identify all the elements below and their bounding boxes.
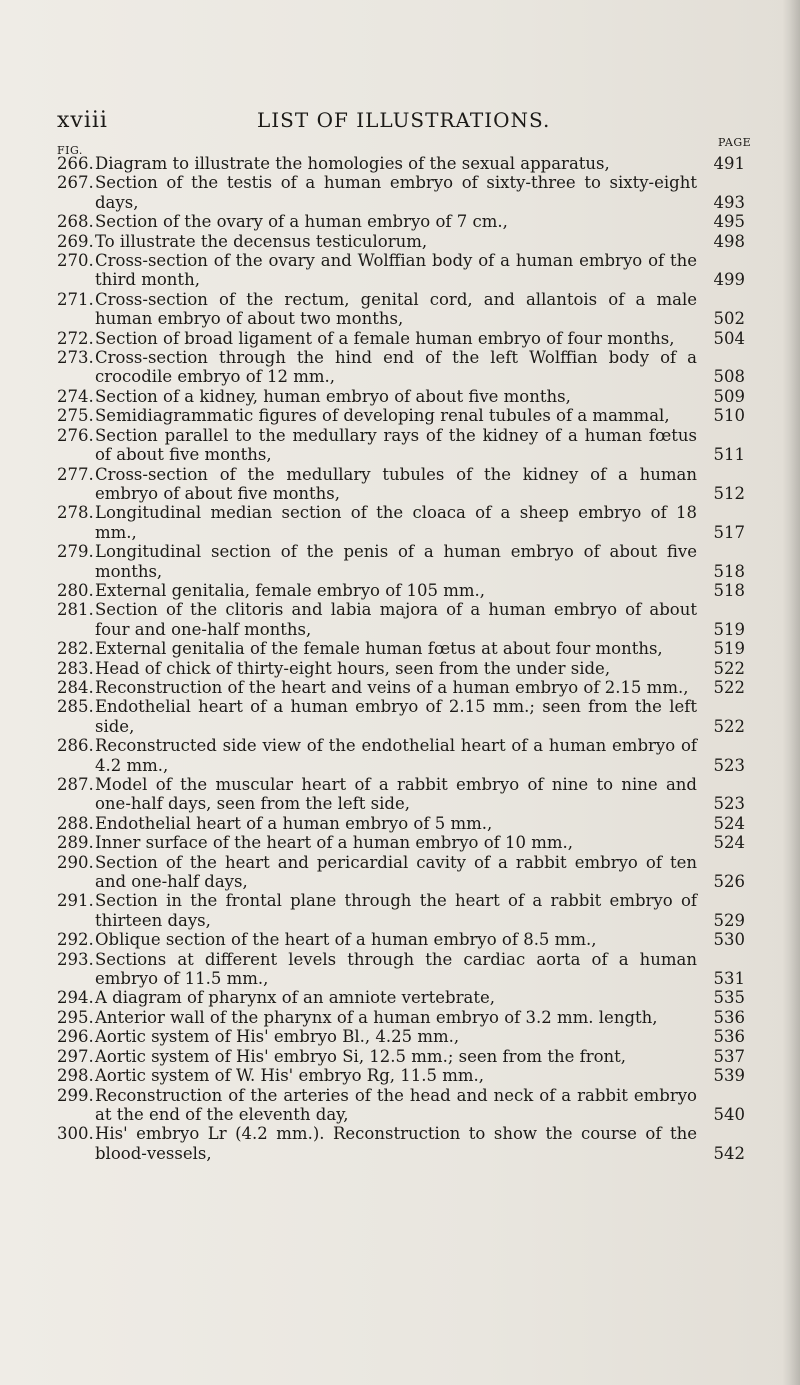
page-edge-shadow [782,0,800,1385]
list-item [57,833,745,852]
figure-number: 269. [57,231,94,251]
list-item [57,329,745,348]
list-item [57,1027,745,1046]
list-item [57,1086,745,1125]
figure-number: 290. [57,852,94,872]
figure-caption: Longitudinal section of the penis of a human embryo of about five months, [95,542,697,581]
figure-number: 279. [57,542,94,562]
page-reference: 519 [713,639,745,659]
list-item [57,678,745,697]
page-reference: 493 [713,192,745,212]
figure-number: 272. [57,328,94,348]
figure-number: 281. [57,600,94,620]
figure-number: 278. [57,503,94,523]
list-item [57,600,745,639]
figure-number: 275. [57,406,94,426]
figure-number: 282. [57,639,94,659]
page-reference: 502 [713,309,745,329]
illustration-list [57,154,745,1163]
page-column-label: PAGE [718,136,752,149]
figure-caption: Inner surface of the heart of a human embryo of 10 mm., [95,833,574,853]
figure-caption: Cross-section of the rectum, genital cord, and allantois of a male human embryo of about two months, [95,289,697,329]
list-item [57,406,745,425]
figure-caption: Section of the testis of a human embryo of sixty-three to sixty-eight days, [95,173,697,212]
list-item [57,639,745,658]
page-header [57,108,717,138]
list-item [57,1066,745,1085]
page-reference: 535 [713,988,745,1008]
figure-number: 293. [57,949,94,969]
figure-caption: Aortic system of His' embryo Bl., 4.25 mm., [95,1027,460,1047]
list-item [57,542,745,581]
figure-caption: Model of the muscular heart of a rabbit embryo of nine to nine and one-half days, seen from the left side, [95,775,697,814]
page-reference: 504 [713,328,745,348]
page-reference: 530 [713,930,745,950]
figure-caption: Section of broad ligament of a female human embryo of four months, [95,328,675,348]
page-reference: 537 [713,1046,745,1066]
list-item [57,930,745,949]
figure-caption: Section of the ovary of a human embryo of 7 cm., [95,212,508,232]
list-item [57,212,745,231]
list-item [57,1124,745,1163]
page-reference: 508 [713,367,745,387]
figure-number: 297. [57,1046,94,1066]
figure-caption: Oblique section of the heart of a human embryo of 8.5 mm., [95,930,597,950]
page-reference: 522 [713,677,745,697]
list-item [57,891,745,930]
list-item [57,814,745,833]
figure-caption: Reconstruction of the arteries of the head and neck of a rabbit embryo at the end of the eleventh day, [95,1085,697,1124]
figure-caption: Section of a kidney, human embryo of about five months, [95,386,571,406]
figure-number: 298. [57,1066,94,1086]
page-reference: 524 [713,833,745,853]
figure-number: 270. [57,251,94,271]
figure-caption: Section in the frontal plane through the heart of a rabbit embryo of thirteen days, [95,891,697,930]
figure-caption: A diagram of pharynx of an amniote vertebrate, [95,988,495,1008]
figure-number: 289. [57,833,94,853]
list-item [57,426,745,465]
page-reference: 522 [713,658,745,678]
figure-number: 295. [57,1007,94,1027]
list-item [57,154,745,173]
list-item [57,1008,745,1027]
page-reference: 524 [713,813,745,833]
page-reference: 522 [713,716,745,736]
figure-caption: Section of the clitoris and labia majora of a human embryo of about four and one-half months, [95,600,697,639]
list-item [57,988,745,1007]
figure-number: 285. [57,697,94,717]
figure-number: 286. [57,736,94,756]
figure-caption: Section parallel to the medullary rays of the kidney of a human fœtus of about five months, [95,425,697,465]
page-reference: 529 [713,910,745,930]
page-number: xviii [57,108,108,133]
figure-number: 266. [57,154,94,173]
list-item [57,173,745,212]
list-item [57,290,745,329]
figure-number: 284. [57,677,94,697]
figure-caption: Section of the heart and pericardial cavity of a rabbit embryo of ten and one-half days, [95,852,697,892]
figure-number: 276. [57,425,94,445]
figure-caption: Reconstructed side view of the endothelial heart of a human embryo of 4.2 mm., [95,736,697,775]
page-reference: 523 [713,794,745,814]
figure-number: 268. [57,212,94,232]
figure-number: 296. [57,1027,94,1047]
list-item [57,465,745,504]
page-reference: 540 [713,1104,745,1124]
figure-number: 273. [57,348,94,368]
figure-caption: Endothelial heart of a human embryo of 2.15 mm.; seen from the left side, [95,697,697,736]
figure-caption: Aortic system of His' embryo Si, 12.5 mm.; seen from the front, [95,1046,627,1066]
page-reference: 519 [713,619,745,639]
figure-number: 274. [57,386,94,406]
figure-number: 288. [57,813,94,833]
list-item [57,736,745,775]
page-reference: 499 [713,270,745,290]
figure-caption: Aortic system of W. His' embryo Rg, 11.5 mm., [95,1066,485,1086]
figure-number: 280. [57,580,94,600]
figure-caption: Semidiagrammatic figures of developing renal tubules of a mammal, [95,406,670,426]
page-reference: 498 [713,231,745,251]
list-item [57,348,745,387]
list-item [57,775,745,814]
page-reference: 536 [713,1027,745,1047]
page-reference: 518 [713,561,745,581]
list-item [57,950,745,989]
figure-number: 299. [57,1085,94,1105]
page-reference: 523 [713,755,745,775]
page-reference: 511 [713,445,745,465]
figure-caption: To illustrate the decensus testiculorum, [95,231,428,251]
list-item [57,853,745,892]
figure-caption: Diagram to illustrate the homologies of the sexual apparatus, [95,154,610,173]
figure-number: 300. [57,1124,94,1144]
list-item [57,503,745,542]
figure-caption: Longitudinal median section of the cloaca of a sheep embryo of 18 mm., [95,503,697,542]
figure-number: 267. [57,173,94,193]
page-reference: 542 [713,1143,745,1163]
figure-caption: Endothelial heart of a human embryo of 5 mm., [95,813,493,833]
page-reference: 536 [713,1007,745,1027]
figure-caption: Cross-section of the medullary tubules of the kidney of a human embryo of about five months, [95,464,697,503]
fig-column-label: FIG. [57,144,83,157]
figure-number: 271. [57,289,94,309]
figure-number: 277. [57,464,94,484]
list-item [57,251,745,290]
figure-number: 287. [57,775,94,794]
figure-caption: Cross-section of the ovary and Wolffian body of a human embryo of the third month, [95,251,697,290]
list-item [57,232,745,251]
figure-caption: His' embryo Lr (4.2 mm.). Reconstruction to show the course of the blood-vessels, [95,1124,697,1163]
figure-number: 283. [57,658,94,678]
list-item [57,387,745,406]
page-reference: 539 [713,1066,745,1086]
figure-number: 294. [57,988,94,1008]
page-reference: 531 [713,969,745,989]
page-reference: 517 [713,522,745,542]
page-reference: 491 [713,154,745,173]
figure-caption: Head of chick of thirty-eight hours, seen from the under side, [95,658,611,678]
figure-caption: Cross-section through the hind end of the left Wolffian body of a crocodile embryo of 12 mm., [95,348,697,387]
list-item [57,581,745,600]
figure-caption: Anterior wall of the pharynx of a human embryo of 3.2 mm. length, [95,1007,658,1027]
figure-caption: External genitalia of the female human fœtus at about four months, [95,639,663,659]
figure-number: 291. [57,891,94,911]
list-item [57,1047,745,1066]
page-reference: 495 [713,212,745,232]
figure-caption: External genitalia, female embryo of 105 mm., [95,580,486,600]
figure-number: 292. [57,930,94,950]
page-reference: 509 [713,386,745,406]
figure-caption: Reconstruction of the heart and veins of a human embryo of 2.15 mm., [95,677,689,697]
list-item [57,659,745,678]
running-title: LIST OF ILLUSTRATIONS. [257,108,551,132]
figure-caption: Sections at different levels through the cardiac aorta of a human embryo of 11.5 mm., [95,949,697,989]
list-item [57,697,745,736]
page-reference: 526 [713,872,745,892]
page-reference: 512 [713,483,745,503]
page-reference: 518 [713,580,745,600]
page-reference: 510 [713,406,745,426]
